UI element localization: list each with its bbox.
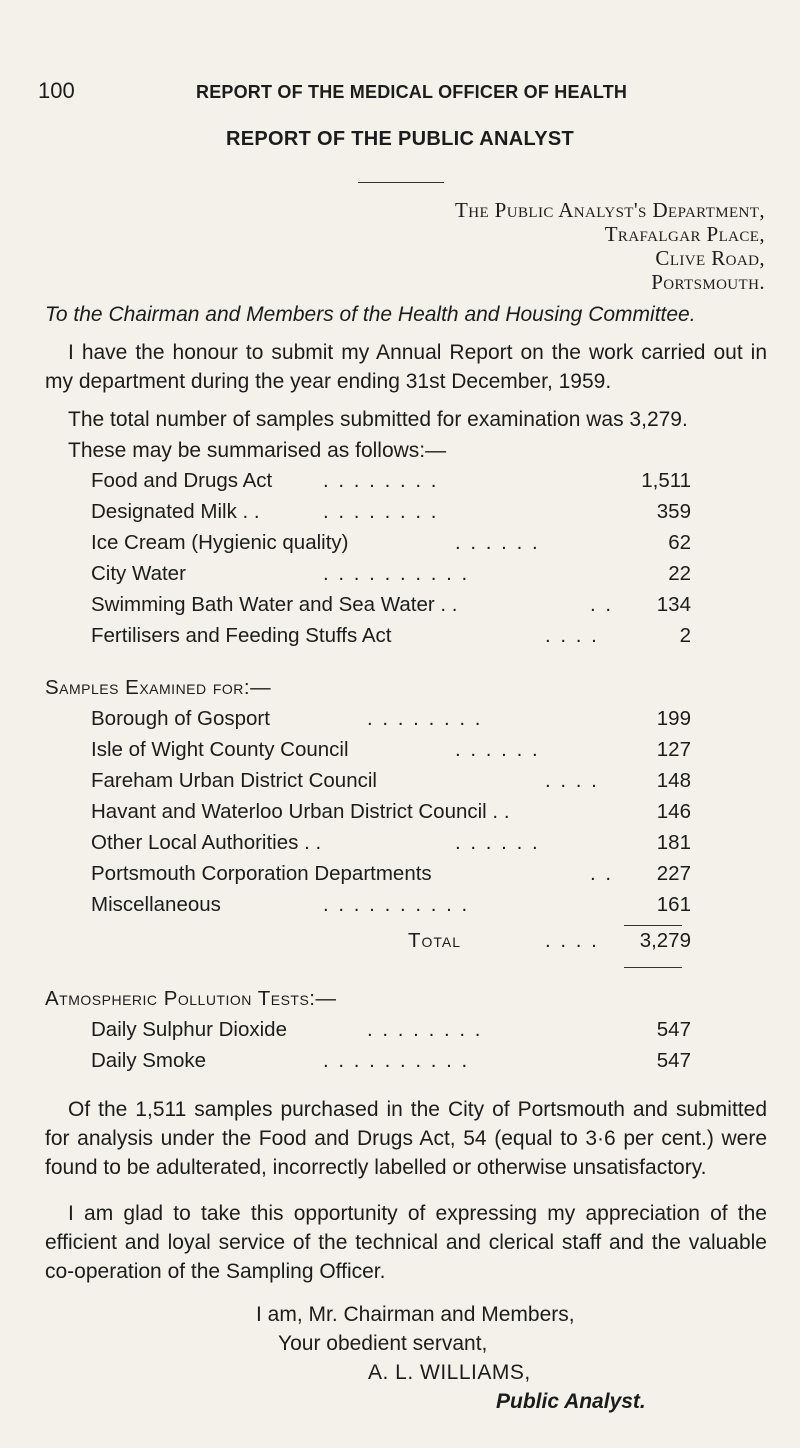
samples-row [91, 862, 691, 892]
row-leader: . . . . . . . . . . [323, 1049, 470, 1072]
intro-text: I have the honour to submit my Annual Report on the work carried out in my department during the year ending 31st December, 1959. [45, 341, 767, 393]
signatory-name: A. L. WILLIAMS, [368, 1361, 531, 1384]
row-value: 1,511 [641, 469, 691, 492]
signatory-role: Public Analyst. [496, 1390, 646, 1413]
row-value: 547 [656, 1018, 691, 1041]
closing-line-1: I am, Mr. Chairman and Members, [256, 1303, 575, 1326]
page-number: 100 [38, 78, 75, 103]
running-title: REPORT OF THE MEDICAL OFFICER OF HEALTH [196, 82, 628, 102]
row-value: 359 [656, 500, 691, 523]
address-line-1: The Public Analyst's Department, [455, 198, 765, 222]
pollution-heading: Atmospheric Pollution Tests:— [45, 987, 337, 1010]
adulteration-text: Of the 1,511 samples purchased in the City of Portsmouth and submitted for analysis under the Food and Drugs Act, 54 (equal to 3·6 per cent.) were found to be adulterated, incorrectly labelled or otherwise unsatisfactory. [45, 1098, 767, 1179]
total-leader: . . . . [545, 929, 599, 952]
closing-line-2: Your obedient servant, [278, 1332, 488, 1355]
total-rule-bottom [624, 967, 682, 968]
address-line-2: Trafalgar Place, [604, 222, 765, 246]
row-leader: . . . . . . [455, 831, 540, 854]
summary-row [91, 500, 691, 530]
summary-row [91, 624, 691, 654]
row-leader: . . . . . . . . . . [323, 893, 470, 916]
summary-row [91, 469, 691, 499]
row-label: Borough of Gosport [91, 707, 270, 730]
samples-row [91, 707, 691, 737]
row-label: Food and Drugs Act [91, 469, 273, 492]
samples-row [91, 800, 691, 830]
row-label: Daily Smoke [91, 1049, 207, 1072]
title-rule [358, 182, 444, 183]
samples-heading: Samples Examined for:— [45, 676, 272, 699]
total-statement: The total number of samples submitted for examination was 3,279. [68, 408, 688, 431]
page-header [38, 78, 762, 108]
row-leader: . . . . [545, 769, 599, 792]
row-value: 161 [656, 893, 691, 916]
pollution-row [91, 1018, 691, 1048]
summary-row [91, 531, 691, 561]
row-leader: . . . . . . . . . . [323, 562, 470, 585]
row-leader: . . . . [545, 624, 599, 647]
row-leader: . . . . . . . . [367, 1018, 483, 1041]
row-leader: . . . . . . . . [323, 469, 439, 492]
row-value: 127 [656, 738, 691, 761]
row-label: Fareham Urban District Council [91, 769, 377, 792]
samples-row [91, 831, 691, 861]
row-leader: . . . . . . . . [323, 500, 439, 523]
pollution-row [91, 1049, 691, 1079]
row-label: Miscellaneous [91, 893, 221, 916]
row-value: 134 [656, 593, 691, 616]
row-value: 146 [656, 800, 691, 823]
samples-row [91, 893, 691, 923]
summary-row [91, 593, 691, 623]
row-value: 547 [656, 1049, 691, 1072]
adulteration-paragraph [45, 1095, 767, 1182]
row-label: Swimming Bath Water and Sea Water . . [91, 593, 458, 616]
total-row [91, 929, 691, 959]
row-value: 199 [656, 707, 691, 730]
row-value: 62 [668, 531, 691, 554]
row-label: Daily Sulphur Dioxide [91, 1018, 287, 1041]
row-leader: . . . . . . . . [367, 707, 483, 730]
row-leader: . . . . . . [455, 531, 540, 554]
row-label: Designated Milk . . [91, 500, 260, 523]
row-leader: . . [590, 862, 614, 885]
row-label: Ice Cream (Hygienic quality) [91, 531, 349, 554]
total-value: 3,279 [639, 929, 691, 952]
salutation: To the Chairman and Members of the Health and Housing Committee. [45, 303, 696, 326]
appreciation-paragraph [45, 1199, 767, 1286]
total-label: Total [408, 929, 462, 952]
row-label: Fertilisers and Feeding Stuffs Act [91, 624, 392, 647]
row-label: Isle of Wight County Council [91, 738, 349, 761]
address-line-4: Portsmouth. [651, 270, 765, 294]
row-value: 2 [679, 624, 691, 647]
samples-row [91, 738, 691, 768]
row-leader: . . [590, 593, 614, 616]
intro-paragraph [45, 338, 767, 396]
address-line-3: Clive Road, [655, 246, 765, 270]
row-label: City Water [91, 562, 186, 585]
row-value: 227 [656, 862, 691, 885]
appreciation-text: I am glad to take this opportunity of expressing my appreciation of the efficient and loyal service of the technical and clerical staff and the valuable co-operation of the Sampling Officer. [45, 1202, 767, 1283]
summary-row [91, 562, 691, 592]
summary-intro: These may be summarised as follows:— [68, 439, 447, 462]
total-rule-top [624, 925, 682, 926]
row-value: 22 [668, 562, 691, 585]
report-title: REPORT OF THE PUBLIC ANALYST [225, 128, 575, 150]
row-value: 148 [656, 769, 691, 792]
row-label: Other Local Authorities . . [91, 831, 322, 854]
row-label: Portsmouth Corporation Departments [91, 862, 432, 885]
row-value: 181 [656, 831, 691, 854]
row-leader: . . . . . . [455, 738, 540, 761]
row-label: Havant and Waterloo Urban District Council . . [91, 800, 510, 823]
samples-row [91, 769, 691, 799]
